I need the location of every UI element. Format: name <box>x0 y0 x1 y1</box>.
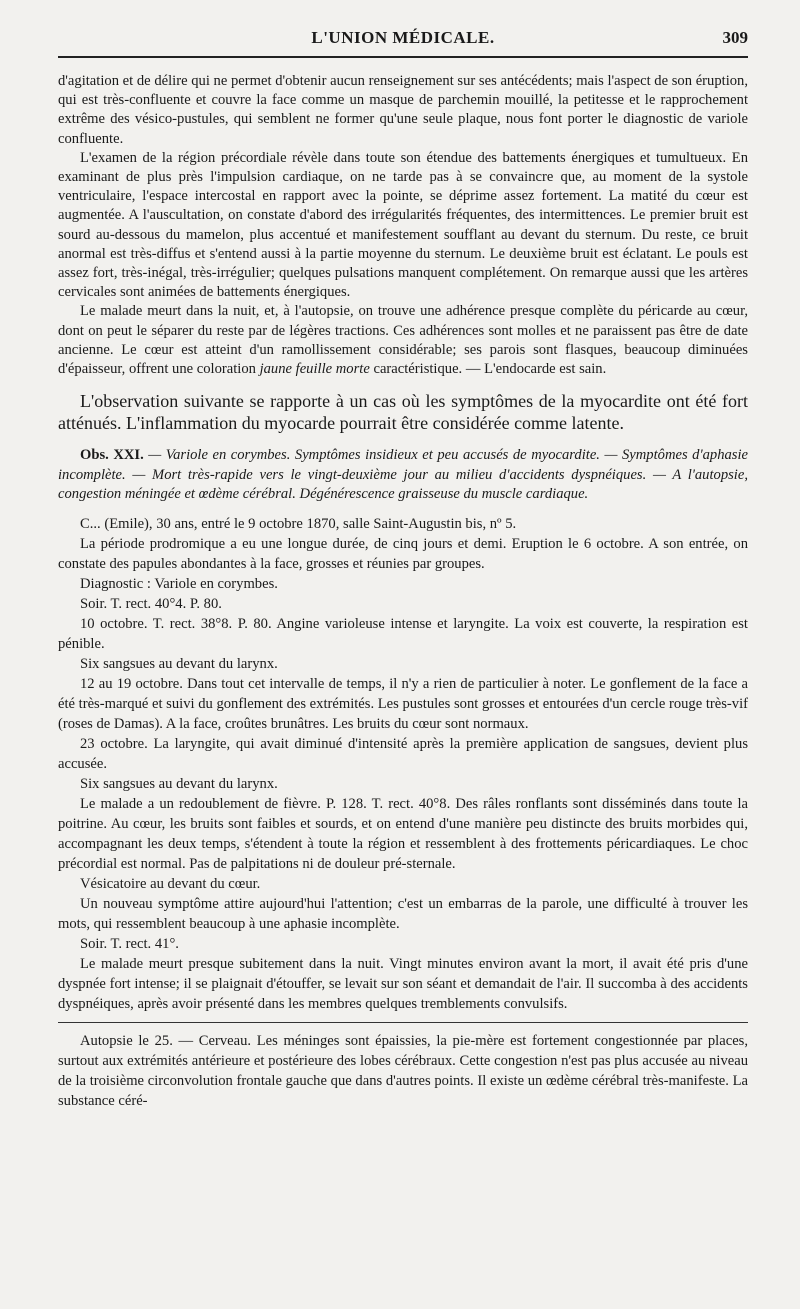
case-line: 10 octobre. T. rect. 38°8. P. 80. Angine varioleuse intense et laryngite. La voix est couverte, la respiration est pénible. <box>58 615 748 652</box>
case-line: Six sangsues au devant du larynx. <box>80 775 278 792</box>
paragraph-autopsy-1-end: caractéristique. — L'endocarde est sain. <box>369 361 607 378</box>
page <box>58 26 748 1111</box>
case-line: 23 octobre. La laryngite, qui avait diminué d'intensité après la première application de sangsues, devient plus accusée. <box>58 735 748 772</box>
article-body <box>58 72 748 1111</box>
intro-paragraph: L'observation suivante se rapporte à un cas où les symptômes de la myocardite ont été fort atténués. L'inflammation du myocarde pourrait être considérée comme latente. <box>58 391 748 433</box>
case-line: Soir. T. rect. 41°. <box>80 935 179 952</box>
page-number: 309 <box>722 28 748 47</box>
case-line: Vésicatoire au devant du cœur. <box>80 875 261 892</box>
section-divider <box>58 1022 748 1023</box>
case-line: 12 au 19 octobre. Dans tout cet intervalle de temps, il n'y a rien de particulier à noter. Le gonflement de la face a été très-marqué et suivi du gonflement des extrémités. Les pustules sont grosses et entourées d'un cercle rouge très-vif (roses de Damas). A la face, croûtes brunâtres. Les bruits du cœur sont normaux. <box>58 675 748 732</box>
autopsy-paragraph: Autopsie le 25. — Cerveau. Les méninges sont épaissies, la pie-mère est fortement congestionnée par places, surtout aux extrémités antérieure et postérieure des lobes cérébraux. Cette congestion n'est pas plus accusée au niveau de la troisième circonvolution frontale gauche que dans d'autres points. Il existe un œdème cérébral très-manifeste. La substance céré- <box>58 1032 748 1109</box>
paragraph-autopsy-1 <box>58 302 748 379</box>
case-line: Six sangsues au devant du larynx. <box>80 655 278 672</box>
running-header <box>58 26 748 58</box>
paragraph-continued: d'agitation et de délire qui ne permet d'obtenir aucun renseignement sur ses antécédents; mais l'aspect de son éruption, qui est très-confluente et couvre la face comme un masque de parchemin mouillé, la petitesse et le rapprochement extrême des vésico-pustules, qui semblent ne former qu'une seule plaque, nous font porter le diagnostic de variole confluente. <box>58 73 748 147</box>
observation-heading <box>58 446 748 505</box>
paragraph-precordial-exam: L'examen de la région précordiale révèle dans toute son étendue des battements énergiques et tumultueux. En examinant de plus près l'impulsion cardiaque, on ne tarde pas à se convaincre que, au moment de la systole ventriculaire, l'espace intercostal en rapport avec la pointe, se déprime assez fortement. La matité du cœur est augmentée. A l'auscultation, on constate d'abord des irrégularités fréquentes, des intermittences. Le premier bruit est sourd au-dessous du mamelon, plus accentué et manifestement soufflant au devant du sternum. Du reste, ce bruit anormal est très-diffus et s'entend aussi à la partie moyenne du sternum. Le deuxième bruit est éclatant. Le pouls est assez fort, très-inégal, très-irrégulier; quelques pulsations manquent complétement. On remarque aussi que les artères cervicales sont animées de battements énergiques. <box>58 149 748 301</box>
case-line: Un nouveau symptôme attire aujourd'hui l'attention; c'est un embarras de la parole, une difficulté à trouver les mots, qui ressemblent beaucoup à une aphasie incomplète. <box>58 895 748 932</box>
observation-summary: — Variole en corymbes. Symptômes insidieux et peu accusés de myocardite. — Symptômes d'aphasie incomplète. — Mort très-rapide vers le vingt-deuxième jour au milieu d'accidents dyspnéiques. — A l'autopsie, congestion méningée et œdème cérébral. Dégénérescence graisseuse du muscle cardiaque. <box>58 447 749 503</box>
case-line: C... (Emile), 30 ans, entré le 9 octobre 1870, salle Saint-Augustin bis, nº 5. <box>80 515 517 532</box>
italic-color-phrase: jaune feuille morte <box>259 361 370 378</box>
case-line: Diagnostic : Variole en corymbes. <box>80 575 278 592</box>
journal-title: L'UNION MÉDICALE. <box>311 28 495 47</box>
case-line: La période prodromique a eu une longue durée, de cinq jours et demi. Eruption le 6 octobre. A son entrée, on constate des papules abondantes à la face, grosses et réunies par groupes. <box>58 535 748 572</box>
paragraph-autopsy-1-text: Le malade meurt dans la nuit, et, à l'autopsie, on trouve une adhérence presque complète du péricarde au cœur, dont on peut le séparer du reste par de légères tractions. Ces adhérences sont molles et ne paraissent pas être de date ancienne. Le cœur est atteint d'un ramollissement considérable; ses parois sont flasques, beaucoup diminuées d'épaisseur, offrent une coloration <box>58 303 748 378</box>
case-line: Le malade a un redoublement de fièvre. P. 128. T. rect. 40°8. Des râles ronflants sont disséminés dans toute la poitrine. Au cœur, les bruits sont faibles et sourds, et on entend d'une manière peu distincte des bruits morbides qui, accompagnant les deux temps, s'étendent à toute la région et ressemblent à des frottements péricardiaques. Le choc précordial est normal. Pas de palpitations ni de douleur pré-sternale. <box>58 795 748 872</box>
case-line: Le malade meurt presque subitement dans la nuit. Vingt minutes environ avant la mort, il avait été pris d'une dyspnée fort intense; il se plaignait d'étouffer, se levait sur son séant et demandait de l'air. Il succomba à des accidents dyspnéiques, après avoir présenté dans les membres quelques tremblements convulsifs. <box>58 955 748 1012</box>
case-line: Soir. T. rect. 40°4. P. 80. <box>80 595 222 612</box>
observation-label: Obs. XXI. <box>80 447 144 464</box>
